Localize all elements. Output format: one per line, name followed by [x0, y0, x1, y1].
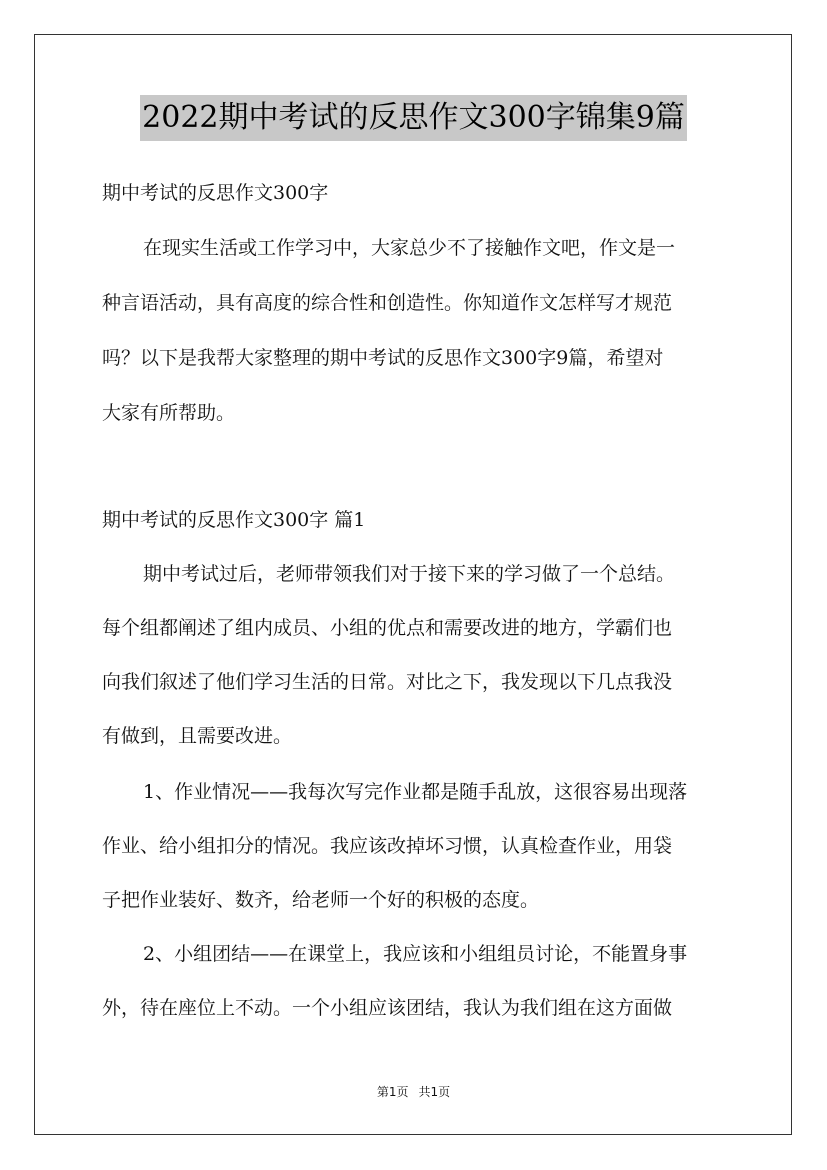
section-heading: 期中考试的反思作文300字 [102, 182, 329, 204]
paragraph-line: 在现实生活或工作学习中，大家总少不了接触作文吧，作文是一 [143, 237, 676, 259]
paragraph-line: 每个组都阐述了组内成员、小组的优点和需要改进的地方，学霸们也 [102, 617, 673, 639]
section-heading: 期中考试的反思作文300字 篇1 [102, 509, 366, 531]
paragraph-line: 期中考试过后，老师带领我们对于接下来的学习做了一个总结。 [143, 563, 676, 585]
paragraph-line: 作业、给小组扣分的情况。我应该改掉坏习惯，认真检查作业，用袋 [102, 835, 673, 857]
paragraph-line: 向我们叙述了他们学习生活的日常。对比之下，我发现以下几点我没 [102, 671, 673, 693]
paragraph-line: 2、小组团结——在课堂上，我应该和小组组员讨论，不能置身事 [143, 943, 688, 965]
current-page-label: 第1页 [376, 1085, 409, 1099]
paragraph-line: 吗？以下是我帮大家整理的期中考试的反思作文300字9篇，希望对 [102, 347, 664, 369]
paragraph-line: 外，待在座位上不动。一个小组应该团结，我认为我们组在这方面做 [102, 997, 673, 1019]
paragraph-line: 有做到，且需要改进。 [102, 725, 293, 747]
document-title: 2022期中考试的反思作文300字锦集9篇 [140, 95, 687, 141]
total-pages-label: 共1页 [418, 1085, 451, 1099]
paragraph-line: 大家有所帮助。 [102, 402, 236, 424]
paragraph-line: 种言语活动，具有高度的综合性和创造性。你知道作文怎样写才规范 [102, 292, 673, 314]
title-container [0, 95, 827, 141]
page-footer [0, 1084, 827, 1100]
paragraph-line: 子把作业装好、数齐，给老师一个好的积极的态度。 [102, 889, 540, 911]
paragraph-line: 1、作业情况——我每次写完作业都是随手乱放，这很容易出现落 [143, 781, 688, 803]
